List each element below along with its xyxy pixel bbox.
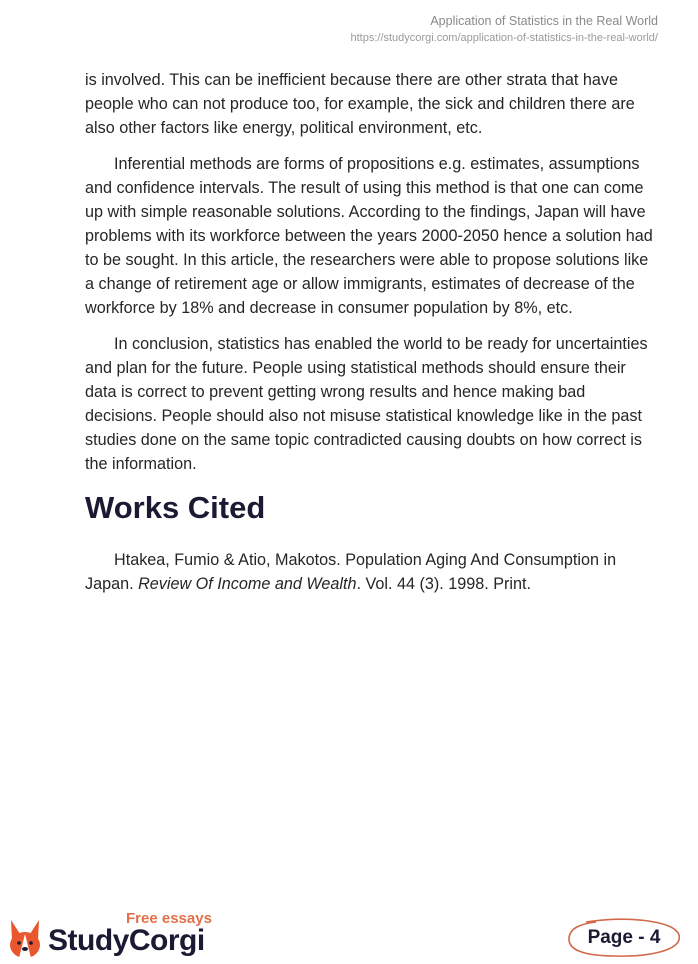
citation-journal: Review Of Income and Wealth	[138, 575, 357, 593]
citation-entry	[85, 548, 659, 596]
logo-tagline: Free essays	[126, 910, 212, 927]
paragraph: Inferential methods are forms of propositions e.g. estimates, assumptions and confidence intervals. The result of using this method is that one can come up with simple reasonable solutions. According to the findings, Japan will have problems with its workforce between the years 2000-2050 hence a solution had to be sought. In this article, the researchers were able to propose solutions like a change of retirement age or allow immigrants, estimates of decrease of the workforce by 18% and decrease in consumer population by 8%, etc.	[85, 155, 653, 317]
document-title: Application of Statistics in the Real World	[430, 14, 658, 28]
paragraph: is involved. This can be inefficient because there are other strata that have people who can not produce too, for example, the sick and children there are also other factors like energy, political environment, etc.	[85, 71, 635, 137]
logo-brand: StudyCorgi	[48, 924, 205, 957]
paragraph: In conclusion, statistics has enabled the world to be ready for uncertainties and plan for the future. People using statistical methods should ensure their data is correct to prevent getting wrong results and hence making bad decisions. People should also not misuse statistical knowledge like in the past studies done on the same topic contradicted causing doubts on how correct is the information.	[85, 335, 648, 473]
corgi-icon	[8, 918, 42, 960]
page-number: Page - 4	[587, 927, 661, 948]
page-header	[350, 12, 658, 46]
page-number-badge	[566, 918, 682, 958]
citation-authors-title: Htakea, Fumio & Atio, Makotos. Population Aging And Consumption in Japan.	[85, 551, 617, 593]
document-url[interactable]: https://studycorgi.com/application-of-statistics-in-the-real-world/	[350, 32, 658, 44]
document-body	[85, 68, 659, 608]
citation-details: . Vol. 44 (3). 1998. Print.	[356, 575, 532, 593]
studycorgi-logo[interactable]	[8, 910, 228, 960]
works-cited-heading: Works Cited	[85, 490, 266, 525]
